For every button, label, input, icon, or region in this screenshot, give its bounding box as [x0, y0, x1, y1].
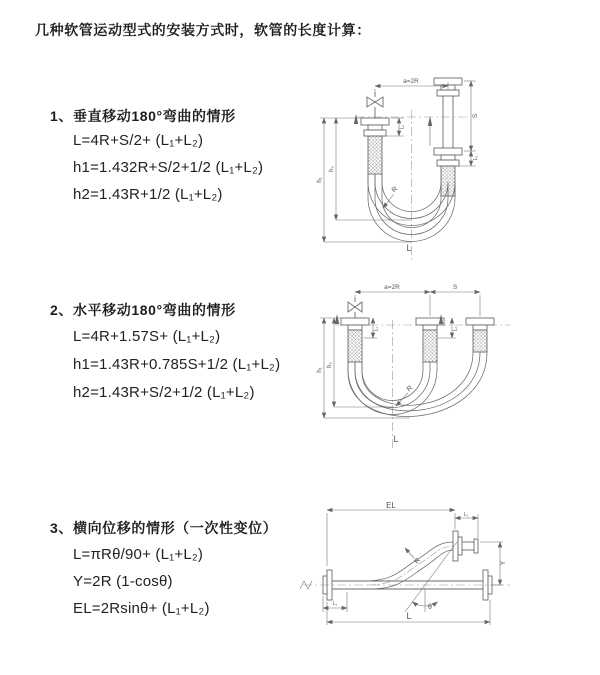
diagram-vertical-180-bend [310, 70, 595, 270]
dim-label-s: S [452, 284, 458, 291]
dim-label-h1: h₁ [317, 367, 323, 373]
angle-label: θ [428, 604, 432, 611]
diagram-lateral-displacement [295, 500, 600, 645]
valve-icon [348, 298, 362, 318]
page-title: 几种软管运动型式的安装方式时，软管的长度计算： [35, 22, 371, 38]
dimension-lines [323, 510, 503, 625]
length-label: L [393, 434, 399, 444]
dim-label-l2: L₂ [473, 155, 479, 161]
section-1-heading: 1、垂直移动180°弯曲的情形 [50, 108, 236, 124]
section-2-heading: 2、水平移动180°弯曲的情形 [50, 302, 236, 318]
centerlines [300, 546, 510, 589]
section-3-formula-EL: EL=2Rsinθ+ (L₁+L₂) [73, 600, 210, 617]
pipe-fittings [323, 531, 492, 600]
section-3-heading: 3、横向位移的情形（一次性变位） [50, 520, 278, 536]
diagram-horizontal-180-bend [310, 280, 600, 455]
movement-arrows [335, 314, 443, 324]
length-label: L [406, 611, 412, 621]
valve-icon [367, 92, 383, 118]
section-1-formula-h1: h1=1.432R+S/2+1/2 (L₁+L₂) [73, 159, 264, 176]
dim-label-l2: L₂ [463, 512, 469, 518]
dim-label-a2r: a=2R [403, 78, 419, 85]
pipe-break-mark [300, 581, 312, 589]
section-2-formula-h2: h2=1.43R+S/2+1/2 (L₁+L₂) [73, 384, 255, 401]
section-1-formula-L: L=4R+S/2+ (L₁+L₂) [73, 132, 204, 149]
pipe-fittings [335, 298, 494, 362]
radius-label: R [390, 185, 400, 195]
hose-curves [348, 352, 487, 417]
pipe-fittings [354, 78, 462, 196]
dim-label-l1: L₁ [332, 601, 338, 607]
dim-label-el: EL [386, 501, 396, 510]
radius-label: R [413, 557, 423, 566]
angle-construction [405, 542, 457, 612]
section-2-formula-L: L=4R+1.57S+ (L₁+L₂) [73, 328, 221, 345]
length-label: L [406, 243, 412, 253]
section-3-formula-Y: Y=2R (1-cosθ) [73, 573, 173, 590]
section-2-formula-h1: h1=1.43R+0.785S+1/2 (L₁+L₂) [73, 356, 281, 373]
section-1-formula-h2: h2=1.43R+1/2 (L₁+L₂) [73, 186, 223, 203]
radius-label: R [405, 384, 415, 394]
dimension-lines [320, 292, 480, 418]
section-3-formula-L: L=πRθ/90+ (L₁+L₂) [73, 546, 204, 563]
dim-label-h2: h₂ [327, 362, 333, 368]
dim-label-h1: h₁ [317, 177, 323, 183]
dim-label-l1: L₁ [373, 326, 380, 332]
dim-label-h2: h₂ [329, 166, 335, 172]
dim-label-a2r: a=2R [384, 284, 400, 291]
dim-label-l2: L₂ [452, 326, 459, 332]
dim-label-l1: L₁ [399, 124, 406, 130]
movement-arrows [354, 114, 432, 126]
dim-label-s: S [472, 113, 479, 119]
dim-label-y: Y [500, 560, 507, 566]
